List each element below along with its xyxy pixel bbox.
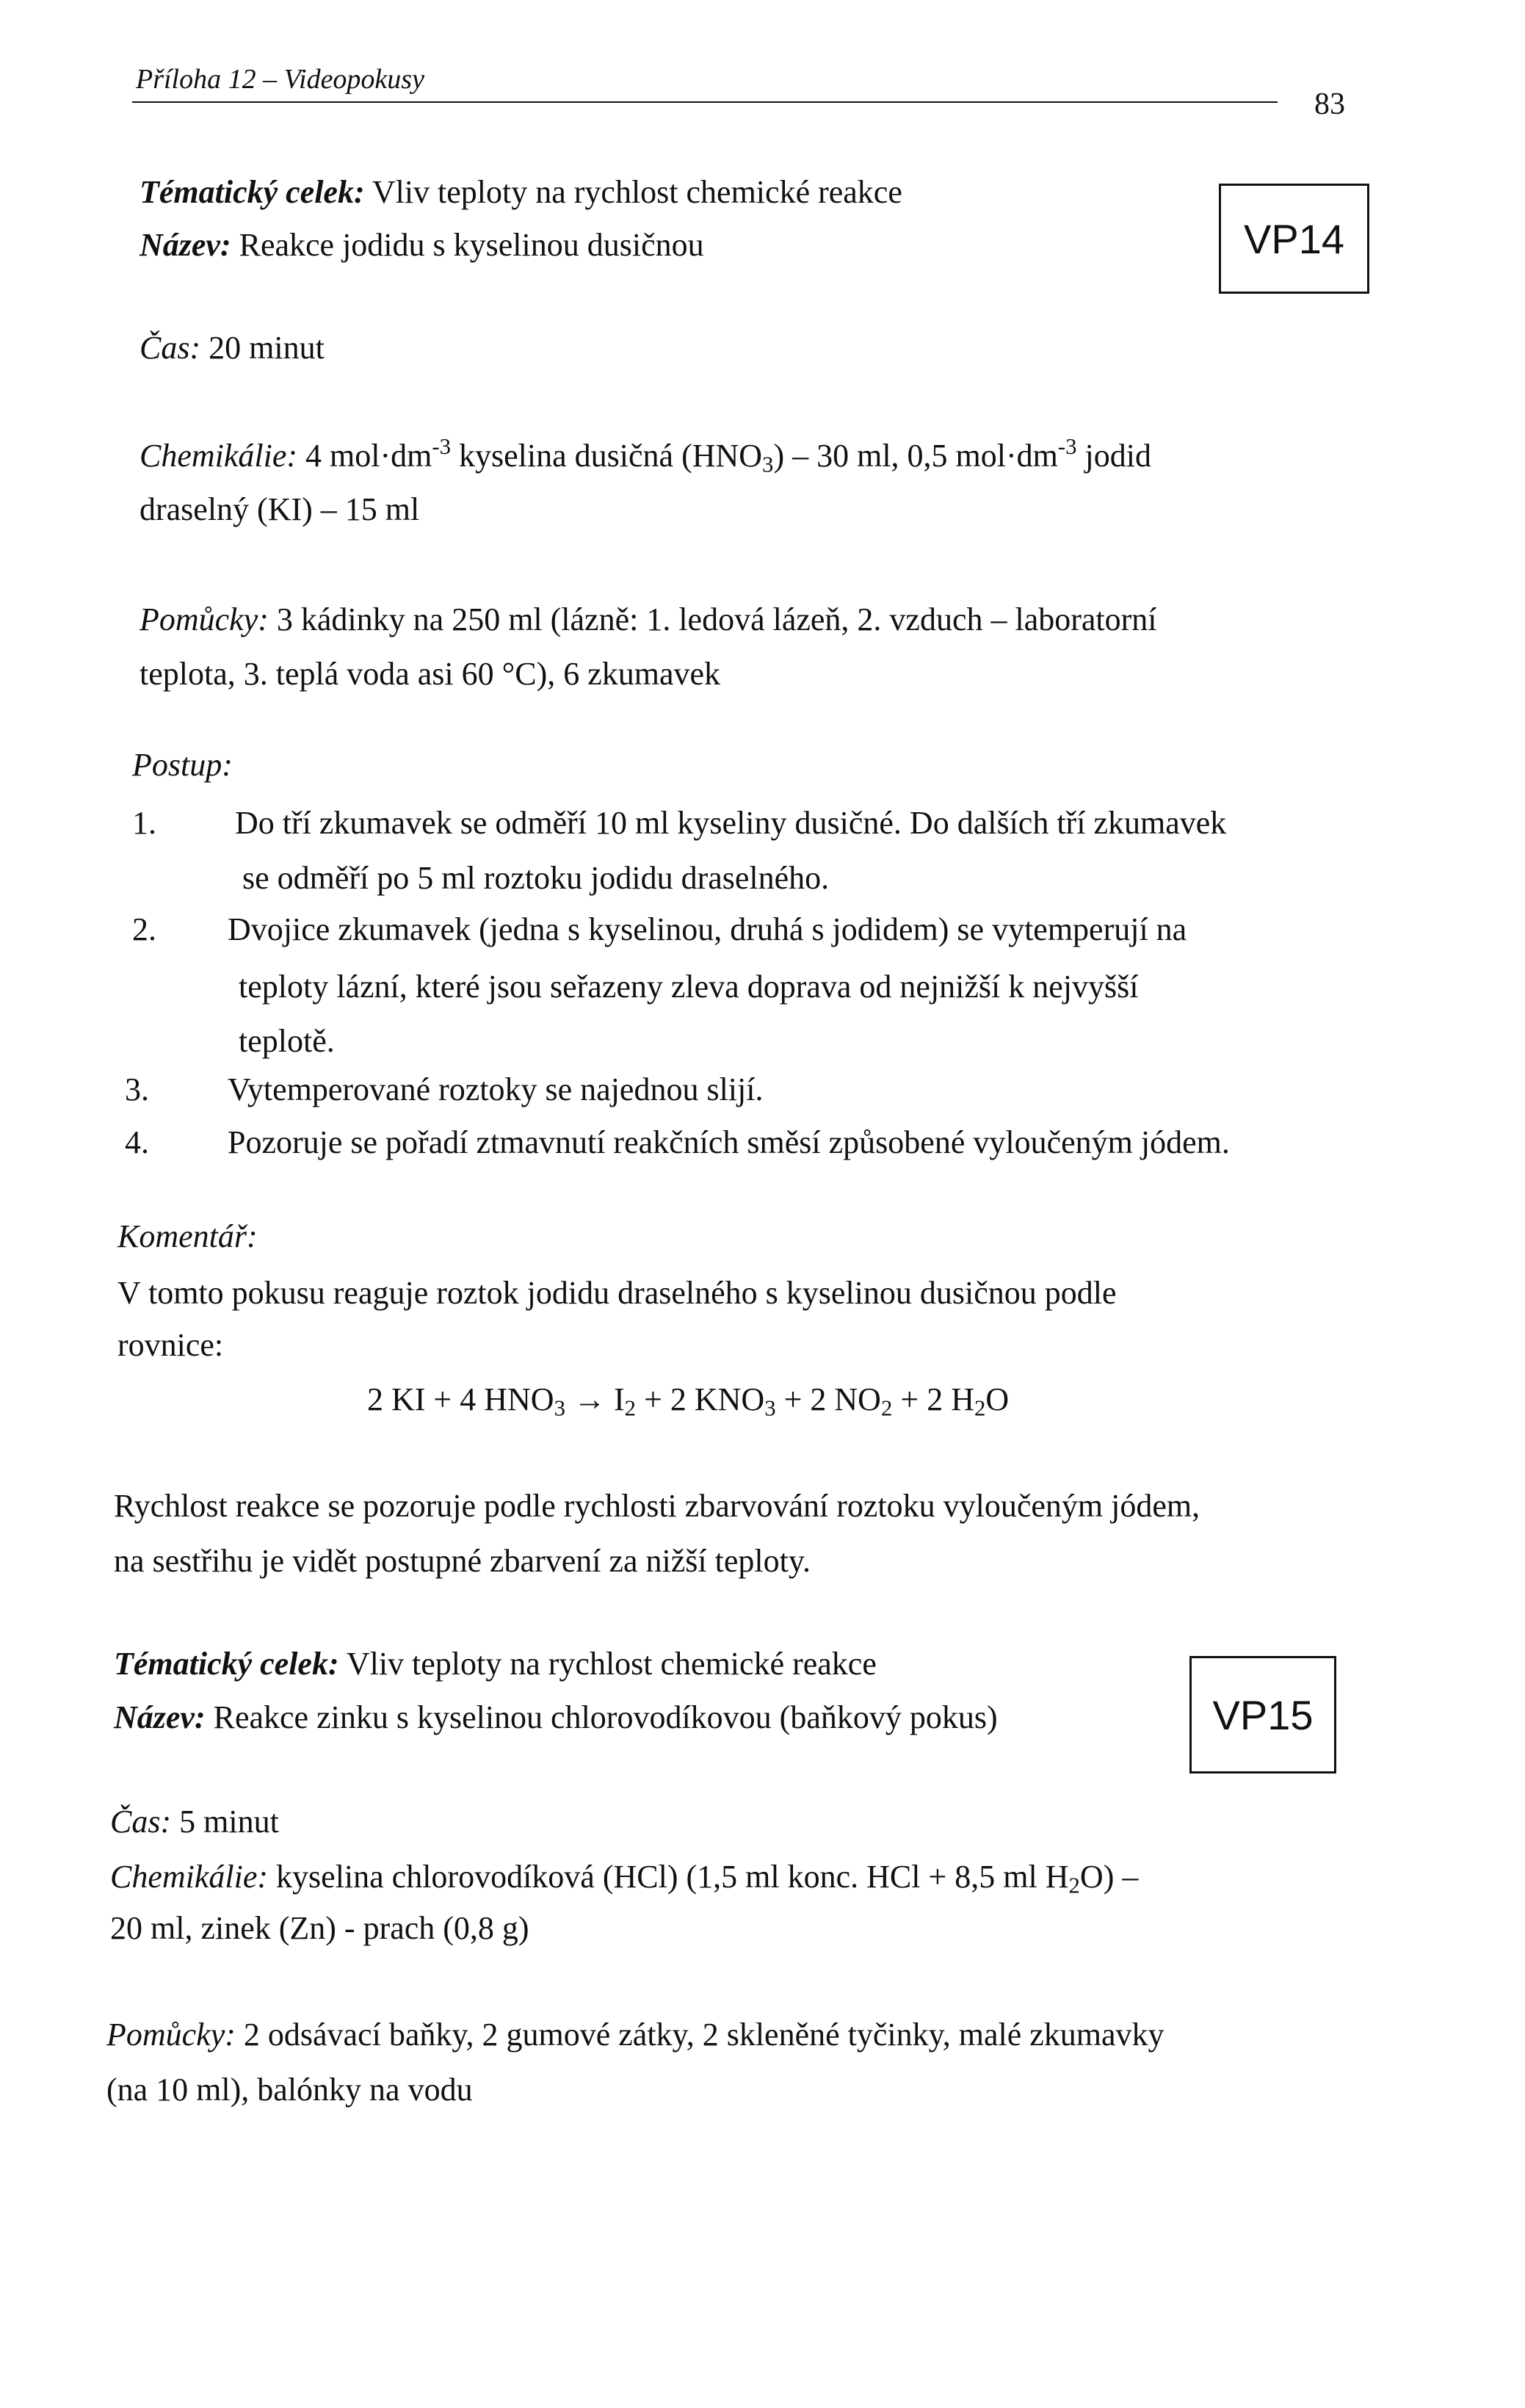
- step-text: teploty lázní, které jsou seřazeny zleva doprava od nejnižší k nejvyšší: [239, 969, 1139, 1005]
- topic-value: Vliv teploty na rychlost chemické reakce: [364, 174, 902, 210]
- title-value: Reakce jodidu s kyselinou dusičnou: [231, 227, 704, 263]
- title-label: Název:: [140, 227, 231, 263]
- equipment-line-2: teplota, 3. teplá voda asi 60 °C), 6 zkumavek: [140, 656, 721, 692]
- equation-part: + 2 NO: [775, 1381, 881, 1417]
- chemicals-text: kyselina dusičná (HNO: [451, 438, 763, 474]
- title-line: [140, 226, 704, 265]
- chemicals-text: jodid: [1076, 438, 1151, 474]
- rate-line-2: na sestřihu je vidět postupné zbarvení za nižší teploty.: [114, 1543, 811, 1579]
- chemicals-label: Chemikálie:: [110, 1859, 269, 1895]
- equation-part: O: [985, 1381, 1010, 1417]
- title-line: [114, 1699, 998, 1738]
- chemicals-text: 4 mol·dm: [297, 438, 432, 474]
- step-text: teplotě.: [239, 1023, 335, 1059]
- comment-label: Komentář:: [117, 1218, 258, 1254]
- chemicals-line-1: [140, 434, 1151, 477]
- subscript: 2: [880, 1395, 893, 1421]
- equipment-line-2: (na 10 ml), balónky na vodu: [106, 2072, 473, 2108]
- step-number: 3.: [125, 1071, 149, 1107]
- step-text: Do tří zkumavek se odměří 10 ml kyseliny dusičné. Do dalších tří zkumavek: [235, 805, 1227, 841]
- subscript: 2: [974, 1395, 986, 1421]
- chemicals-label: Chemikálie:: [140, 438, 298, 474]
- step-number: 1.: [132, 805, 156, 841]
- title-value: Reakce zinku s kyselinou chlorovodíkovou (baňkový pokus): [205, 1699, 998, 1735]
- comment-line-2: rovnice:: [117, 1327, 224, 1363]
- time-label: Čas:: [140, 330, 201, 366]
- subscript: 2: [1068, 1873, 1080, 1898]
- step-text: se odměří po 5 ml roztoku jodidu draselného.: [242, 860, 830, 896]
- equipment-label: Pomůcky:: [140, 601, 269, 637]
- time-line: [110, 1803, 279, 1842]
- equipment-line-1: [140, 601, 1157, 640]
- experiment-badge-vp15: [1189, 1656, 1336, 1774]
- equipment-line-1: [106, 2016, 1164, 2055]
- equipment-label: Pomůcky:: [106, 2017, 236, 2053]
- step-text: Vytemperované roztoky se najednou slijí.: [228, 1071, 764, 1107]
- subscript: 2: [624, 1395, 637, 1421]
- page-number: 83: [1314, 87, 1345, 121]
- subscript: 3: [554, 1395, 565, 1421]
- equation-part: + 2 KNO: [636, 1381, 765, 1417]
- exponent: -3: [432, 434, 452, 460]
- chemicals-line-2: 20 ml, zinek (Zn) - prach (0,8 g): [110, 1910, 529, 1946]
- step-text: Dvojice zkumavek (jedna s kyselinou, druhá s jodidem) se vytemperují na: [228, 911, 1187, 947]
- step-number: 4.: [125, 1124, 149, 1160]
- chemicals-line-2: draselný (KI) – 15 ml: [140, 491, 420, 527]
- equation-part: + 2 H: [892, 1381, 974, 1417]
- chemicals-text: kyselina chlorovodíková (HCl) (1,5 ml konc. HCl + 8,5 ml H: [268, 1859, 1069, 1895]
- procedure-label: Postup:: [132, 747, 233, 783]
- topic-line: [140, 173, 902, 212]
- time-value: 5 minut: [171, 1804, 279, 1840]
- time-line: [140, 329, 325, 368]
- subscript: 3: [762, 452, 774, 477]
- equation-part: 2 KI + 4 HNO: [367, 1381, 554, 1417]
- comment-line-1: V tomto pokusu reaguje roztok jodidu draselného s kyselinou dusičnou podle: [117, 1275, 1117, 1311]
- equipment-text: 3 kádinky na 250 ml (lázně: 1. ledová lázeň, 2. vzduch – laboratorní: [268, 601, 1157, 637]
- chemicals-text: O) –: [1079, 1859, 1139, 1895]
- reaction-arrow: →: [565, 1381, 614, 1417]
- chemicals-line-1: [110, 1858, 1138, 1897]
- rate-line-1: Rychlost reakce se pozoruje podle rychlosti zbarvování roztoku vyloučeným jódem,: [114, 1488, 1200, 1524]
- header-rule: [132, 101, 1278, 103]
- time-label: Čas:: [110, 1804, 172, 1840]
- running-header: Příloha 12 – Videopokusy: [136, 64, 424, 95]
- topic-label: Tématický celek:: [114, 1646, 339, 1682]
- exponent: -3: [1057, 434, 1077, 460]
- step-text: Pozoruje se pořadí ztmavnutí reakčních směsí způsobené vyloučeným jódem.: [228, 1124, 1230, 1160]
- topic-label: Tématický celek:: [140, 174, 365, 210]
- step-number: 2.: [132, 911, 156, 947]
- time-value: 20 minut: [200, 330, 325, 366]
- topic-line: [114, 1645, 877, 1684]
- equation-part: I: [613, 1381, 625, 1417]
- reaction-equation: [367, 1381, 1009, 1420]
- chemicals-text: ) – 30 ml, 0,5 mol·dm: [773, 438, 1058, 474]
- badge-label: VP14: [1244, 215, 1344, 262]
- topic-value: Vliv teploty na rychlost chemické reakce: [338, 1646, 877, 1682]
- badge-label: VP15: [1212, 1691, 1314, 1738]
- equipment-text: 2 odsávací baňky, 2 gumové zátky, 2 skleněné tyčinky, malé zkumavky: [235, 2017, 1164, 2053]
- subscript: 3: [764, 1395, 776, 1421]
- title-label: Název:: [114, 1699, 206, 1735]
- experiment-badge-vp14: [1219, 184, 1369, 294]
